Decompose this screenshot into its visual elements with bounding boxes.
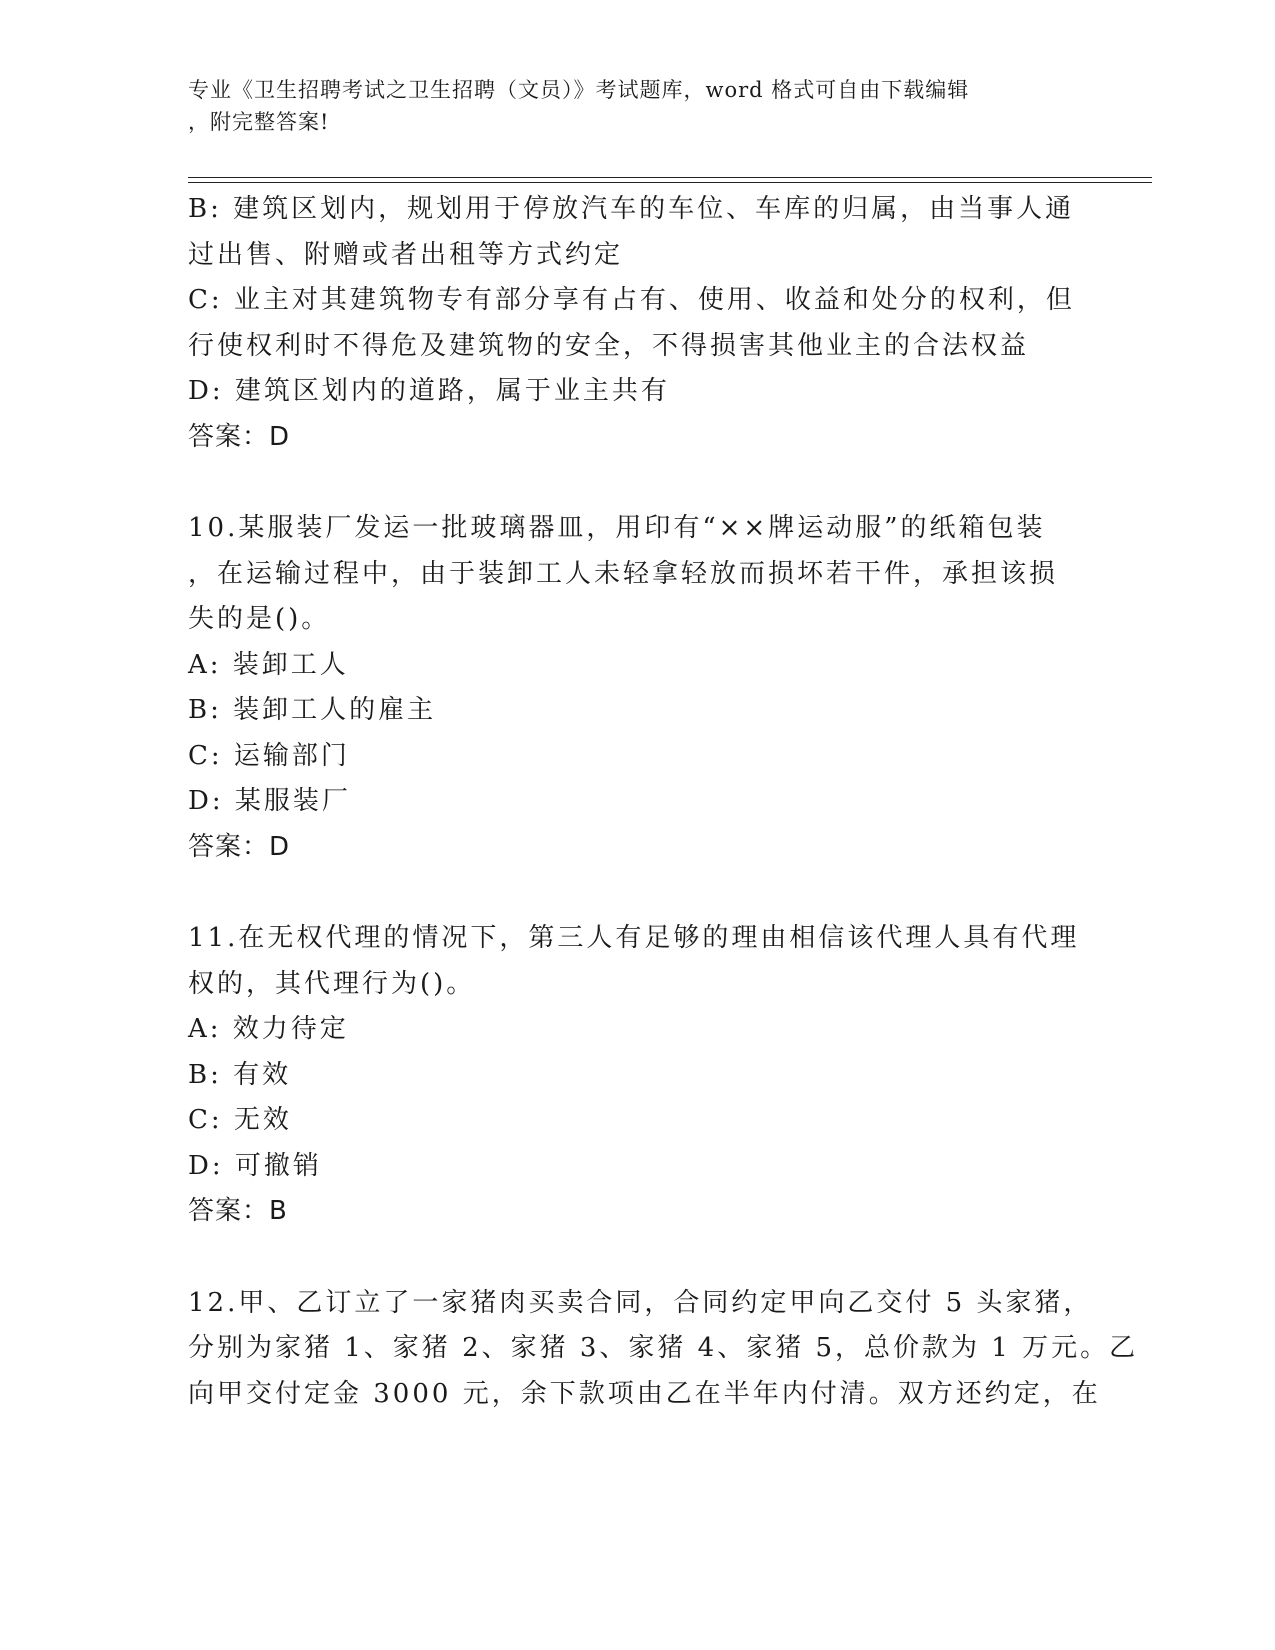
question-9-tail — [188, 187, 1088, 460]
answer: 答案：D — [188, 421, 291, 452]
question-12 — [188, 1281, 1139, 1418]
option-b: B: 装卸工人的雇主 — [188, 695, 437, 725]
answer: 答案：D — [188, 831, 291, 862]
header-rule-top — [188, 177, 1152, 178]
option-d: D: 某服装厂 — [188, 786, 351, 816]
option-a: A: 装卸工人 — [188, 649, 349, 680]
question-11 — [188, 916, 1088, 1235]
header-line-1: 专业《卫生招聘考试之卫生招聘（文员）》考试题库，word 格式可自由下载编辑 — [188, 78, 970, 102]
question-stem-line-3: 失的是()。 — [188, 604, 331, 634]
option-b-line-1: B: 建筑区划内，规划用于停放汽车的车位、车库的归属，由当事人通 — [188, 194, 1075, 224]
header-line-2: ，附完整答案! — [188, 110, 330, 134]
spacer — [188, 1235, 1088, 1281]
question-stem-line-2: 权的，其代理行为()。 — [188, 968, 476, 999]
document-header — [188, 74, 1068, 138]
option-c-line-2: 行使权利时不得危及建筑物的安全，不得损害其他业主的合法权益 — [188, 330, 1030, 361]
option-c: C: 运输部门 — [188, 740, 350, 771]
question-stem-line-2: 分别为家猪 1、家猪 2、家猪 3、家猪 4、家猪 5，总价款为 1 万元。乙 — [188, 1333, 1139, 1363]
document-body — [188, 187, 1139, 1417]
option-b: B: 有效 — [188, 1059, 292, 1090]
header-rule-bottom — [188, 182, 1152, 183]
question-stem-line-3: 向甲交付定金 3000 元，余下款项由乙在半年内付清。双方还约定，在 — [188, 1378, 1101, 1409]
option-b-line-2: 过出售、附赠或者出租等方式约定 — [188, 239, 624, 270]
option-a: A: 效力待定 — [188, 1014, 349, 1044]
question-stem-line-2: ，在运输过程中，由于装卸工人未轻拿轻放而损坏若干件，承担该损 — [188, 558, 1059, 589]
spacer — [188, 460, 1088, 506]
option-d: D: 可撤销 — [188, 1150, 322, 1181]
question-stem-line-1: 11.在无权代理的情况下，第三人有足够的理由相信该代理人具有代理 — [188, 923, 1080, 953]
spacer — [188, 870, 1088, 916]
question-10 — [188, 506, 1088, 870]
option-d: D: 建筑区划内的道路，属于业主共有 — [188, 376, 670, 406]
answer: 答案：B — [188, 1196, 288, 1226]
question-stem-line-1: 12.甲、乙订立了一家猪肉买卖合同，合同约定甲向乙交付 5 头家猪， — [188, 1287, 1093, 1318]
option-c-line-1: C: 业主对其建筑物专有部分享有占有、使用、收益和处分的权利，但 — [188, 285, 1075, 315]
option-c: C: 无效 — [188, 1105, 292, 1135]
question-stem-line-1: 10.某服装厂发运一批玻璃器皿，用印有“××牌运动服”的纸箱包装 — [188, 513, 1046, 543]
